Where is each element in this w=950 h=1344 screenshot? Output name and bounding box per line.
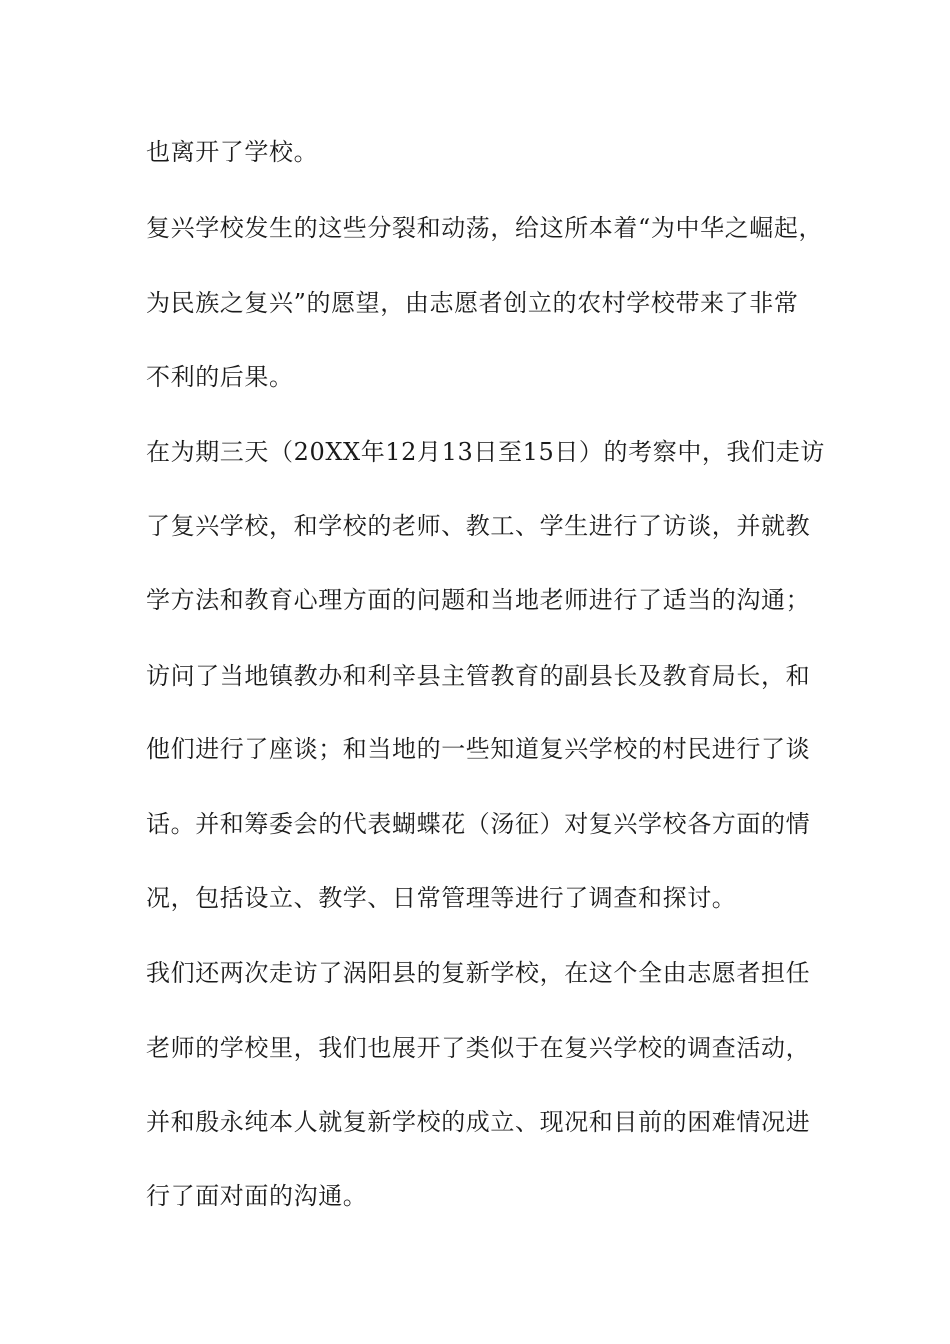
text-line: 访问了当地镇教办和利辛县主管教育的副县长及教育局长，和: [146, 662, 811, 690]
text-line: 在为期三天（20XX年12月13日至15日）的考察中，我们走访: [146, 438, 825, 466]
text-line: 我们还两次走访了涡阳县的复新学校，在这个全由志愿者担任: [146, 959, 811, 987]
text-line: 行了面对面的沟通。: [146, 1182, 368, 1210]
text-line: 况，包括设立、教学、日常管理等进行了调查和探讨。: [146, 884, 737, 912]
text-line: 话。并和筹委会的代表蝴蝶花（汤征）对复兴学校各方面的情: [146, 810, 811, 838]
text-line: 并和殷永纯本人就复新学校的成立、现况和目前的困难情况进: [146, 1108, 811, 1136]
text-line: 学方法和教育心理方面的问题和当地老师进行了适当的沟通；: [146, 586, 811, 614]
text-line: 老师的学校里，我们也展开了类似于在复兴学校的调查活动，: [146, 1034, 811, 1062]
text-line: 为民族之复兴”的愿望，由志愿者创立的农村学校带来了非常: [146, 289, 799, 317]
text-line: 复兴学校发生的这些分裂和动荡，给这所本着“为中华之崛起，: [146, 214, 824, 242]
text-line: 了复兴学校，和学校的老师、教工、学生进行了访谈，并就教: [146, 512, 811, 540]
text-line: 他们进行了座谈；和当地的一些知道复兴学校的村民进行了谈: [146, 735, 811, 763]
text-line: 不利的后果。: [146, 363, 294, 391]
text-line: 也离开了学校。: [146, 138, 319, 166]
